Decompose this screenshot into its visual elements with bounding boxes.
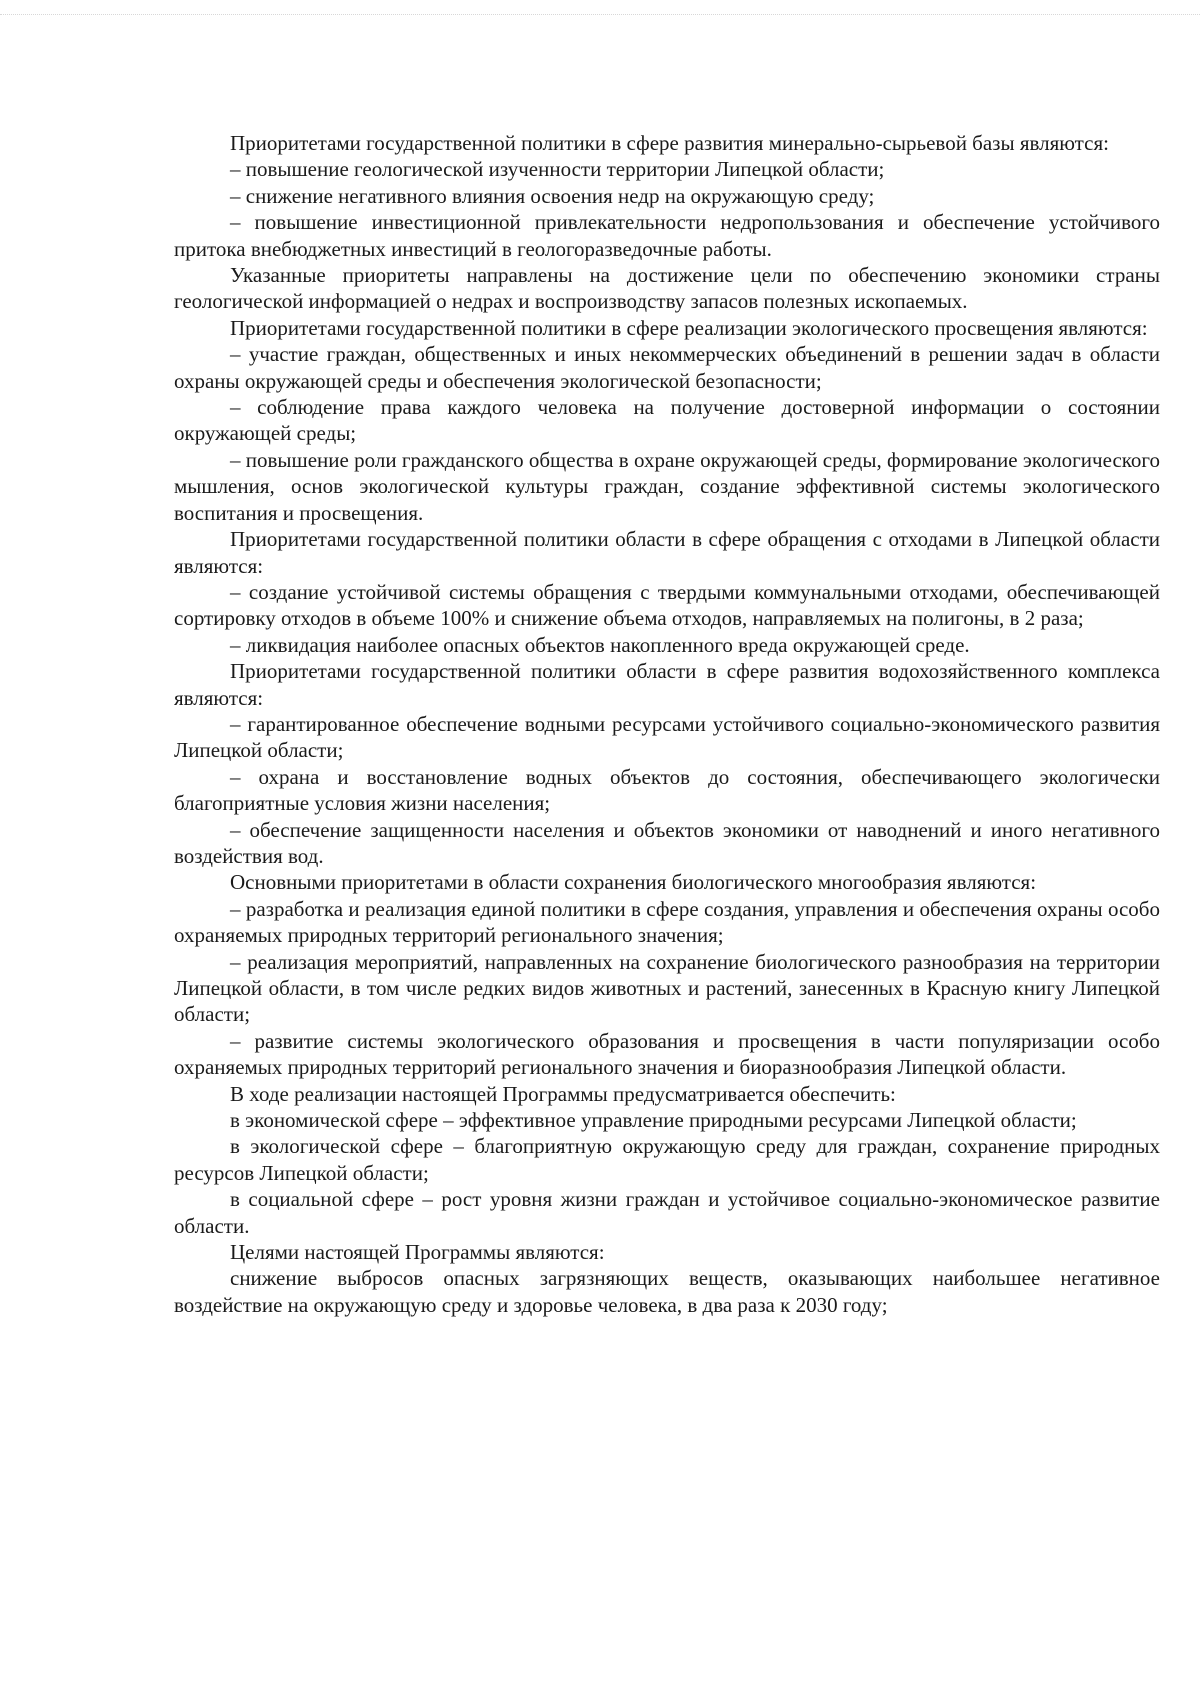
paragraph: В ходе реализации настоящей Программы предусматривается обеспечить: (230, 1081, 896, 1106)
list-item: – снижение негативного влияния освоения недр на окружающую среду; (230, 183, 875, 208)
list-item: – создание устойчивой системы обращения с твердыми коммунальными отходами, обеспечивающей сортировку отходов в объеме 100% и снижение объема отходов, направляемых на полигоны, в 2 раза; (174, 579, 1160, 631)
list-item: – повышение роли гражданского общества в охране окружающей среды, формирование экологического мышления, основ экологической культуры граждан, создание эффективной системы экологического воспитания и просвещения. (174, 447, 1160, 525)
document-body (174, 130, 1160, 1318)
paragraph: Приоритетами государственной политики области в сфере обращения с отходами в Липецкой области являются: (174, 527, 1160, 578)
paragraph: Указанные приоритеты направлены на достижение цели по обеспечению экономики страны геологической информацией о недрах и воспроизводству запасов полезных ископаемых. (174, 263, 1160, 314)
list-item: – ликвидация наиболее опасных объектов накопленного вреда окружающей среде. (230, 632, 970, 657)
list-item: – реализация мероприятий, направленных на сохранение биологического разнообразия на территории Липецкой области, в том числе редких видов животных и растений, занесенных в Красную книгу Липецкой области; (174, 949, 1160, 1027)
paragraph: Целями настоящей Программы являются: (230, 1240, 605, 1265)
paragraph: в экономической сфере – эффективное управление природными ресурсами Липецкой области; (230, 1108, 1077, 1133)
list-item: – гарантированное обеспечение водными ресурсами устойчивого социально-экономического развития Липецкой области; (174, 711, 1160, 763)
list-item: – обеспечение защищенности населения и объектов экономики от наводнений и иного негативного воздействия вод. (174, 817, 1160, 868)
paragraph: в экологической сфере – благоприятную окружающую среду для граждан, сохранение природных ресурсов Липецкой области; (174, 1134, 1160, 1185)
paragraph: Приоритетами государственной политики области в сфере развития водохозяйственного комплекса являются: (174, 659, 1160, 710)
list-item: – соблюдение права каждого человека на получение достоверной информации о состоянии окружающей среды; (174, 395, 1160, 446)
list-item: – развитие системы экологического образования и просвещения в части популяризации особо охраняемых природных территорий регионального значения и биоразнообразия Липецкой области. (174, 1028, 1160, 1080)
list-item: – разработка и реализация единой политики в сфере создания, управления и обеспечения охраны особо охраняемых природных территорий регионального значения; (174, 896, 1160, 948)
scan-edge-line (0, 14, 1200, 15)
list-item: – охрана и восстановление водных объектов до состояния, обеспечивающего экологически благоприятные условия жизни населения; (174, 764, 1160, 816)
list-item: – повышение инвестиционной привлекательности недропользования и обеспечение устойчивого притока внебюджетных инвестиций в геологоразведочные работы. (174, 210, 1160, 261)
paragraph: в социальной сфере – рост уровня жизни граждан и устойчивое социально-экономическое развитие области. (174, 1187, 1160, 1238)
paragraph: снижение выбросов опасных загрязняющих веществ, оказывающих наибольшее негативное воздействие на окружающую среду и здоровье человека, в два раза к 2030 году; (174, 1266, 1160, 1317)
list-item: – повышение геологической изученности территории Липецкой области; (230, 157, 885, 182)
paragraph: Приоритетами государственной политики в сфере развития минерально-сырьевой базы являются: (230, 131, 1109, 155)
paragraph: Основными приоритетами в области сохранения биологического многообразия являются: (230, 870, 1037, 895)
paragraph: Приоритетами государственной политики в сфере реализации экологического просвещения являются: (230, 315, 1148, 340)
list-item: – участие граждан, общественных и иных некоммерческих объединений в решении задач в области охраны окружающей среды и обеспечения экологической безопасности; (174, 342, 1160, 393)
